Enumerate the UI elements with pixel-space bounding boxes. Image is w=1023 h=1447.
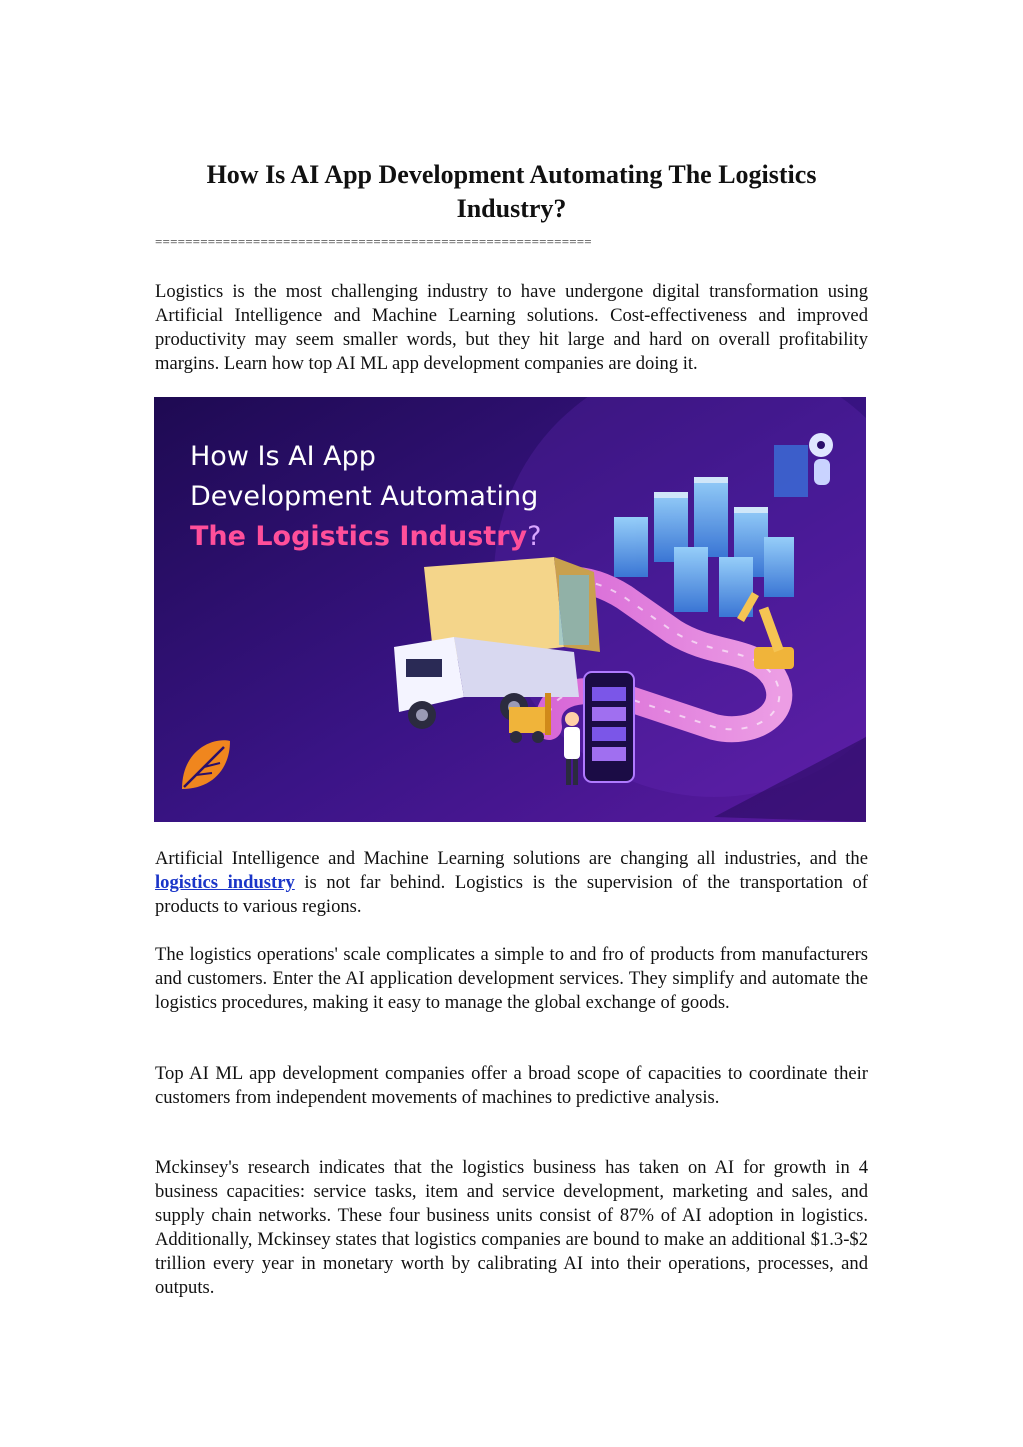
paragraph-industries-text-after: is not far behind. Logistics is the supervision of the transportation of products to various regions.	[155, 872, 868, 917]
paragraph-industries-text-before: Artificial Intelligence and Machine Learning solutions are changing all industries, and the	[155, 848, 868, 869]
page-title: How Is AI App Development Automating The Logistics Industry?	[206, 160, 817, 223]
paragraph-mckinsey: Mckinsey's research indicates that the logistics business has taken on AI for growth in 4 business capacities: service tasks, item and service development, marketing and sales, and supply chain networks. These four business units consist of 87% of AI adoption in logistics. Additionally, Mckinsey states that logistics companies are bound to make an additional $1.3-$2 trillion every year in monetary worth by calibrating AI into their operations, processes, and outputs.	[155, 1157, 868, 1298]
banner-heading	[190, 437, 541, 557]
intro-paragraph: Logistics is the most challenging industry to have undergone digital transformation using Artificial Intelligence and Machine Learning solutions. Cost-effectiveness and improved productivity may seem smaller words, but they hit large and hard on overall profitability margins. Learn how top AI ML app development companies are doing it.	[155, 281, 868, 374]
paragraph-operations: The logistics operations' scale complicates a simple to and fro of products from manufacturers and customers. Enter the AI application development services. They simplify and automate the logistics procedures, making it easy to manage the global exchange of goods.	[155, 944, 868, 1013]
hero-banner-image	[154, 397, 866, 822]
paragraph-industries	[155, 847, 868, 919]
banner-line-2: Development Automating	[190, 481, 539, 512]
banner-line-3: The Logistics Industry	[190, 521, 528, 552]
banner-question-mark: ?	[527, 521, 542, 552]
banner-line-1: How Is AI App	[190, 441, 376, 472]
logistics-industry-link[interactable]: logistics industry	[155, 872, 295, 893]
paragraph-companies: Top AI ML app development companies offer a broad scope of capacities to coordinate their customers from independent movements of machines to predictive analysis.	[155, 1063, 868, 1108]
separator-line: ==========================================================	[155, 234, 592, 249]
